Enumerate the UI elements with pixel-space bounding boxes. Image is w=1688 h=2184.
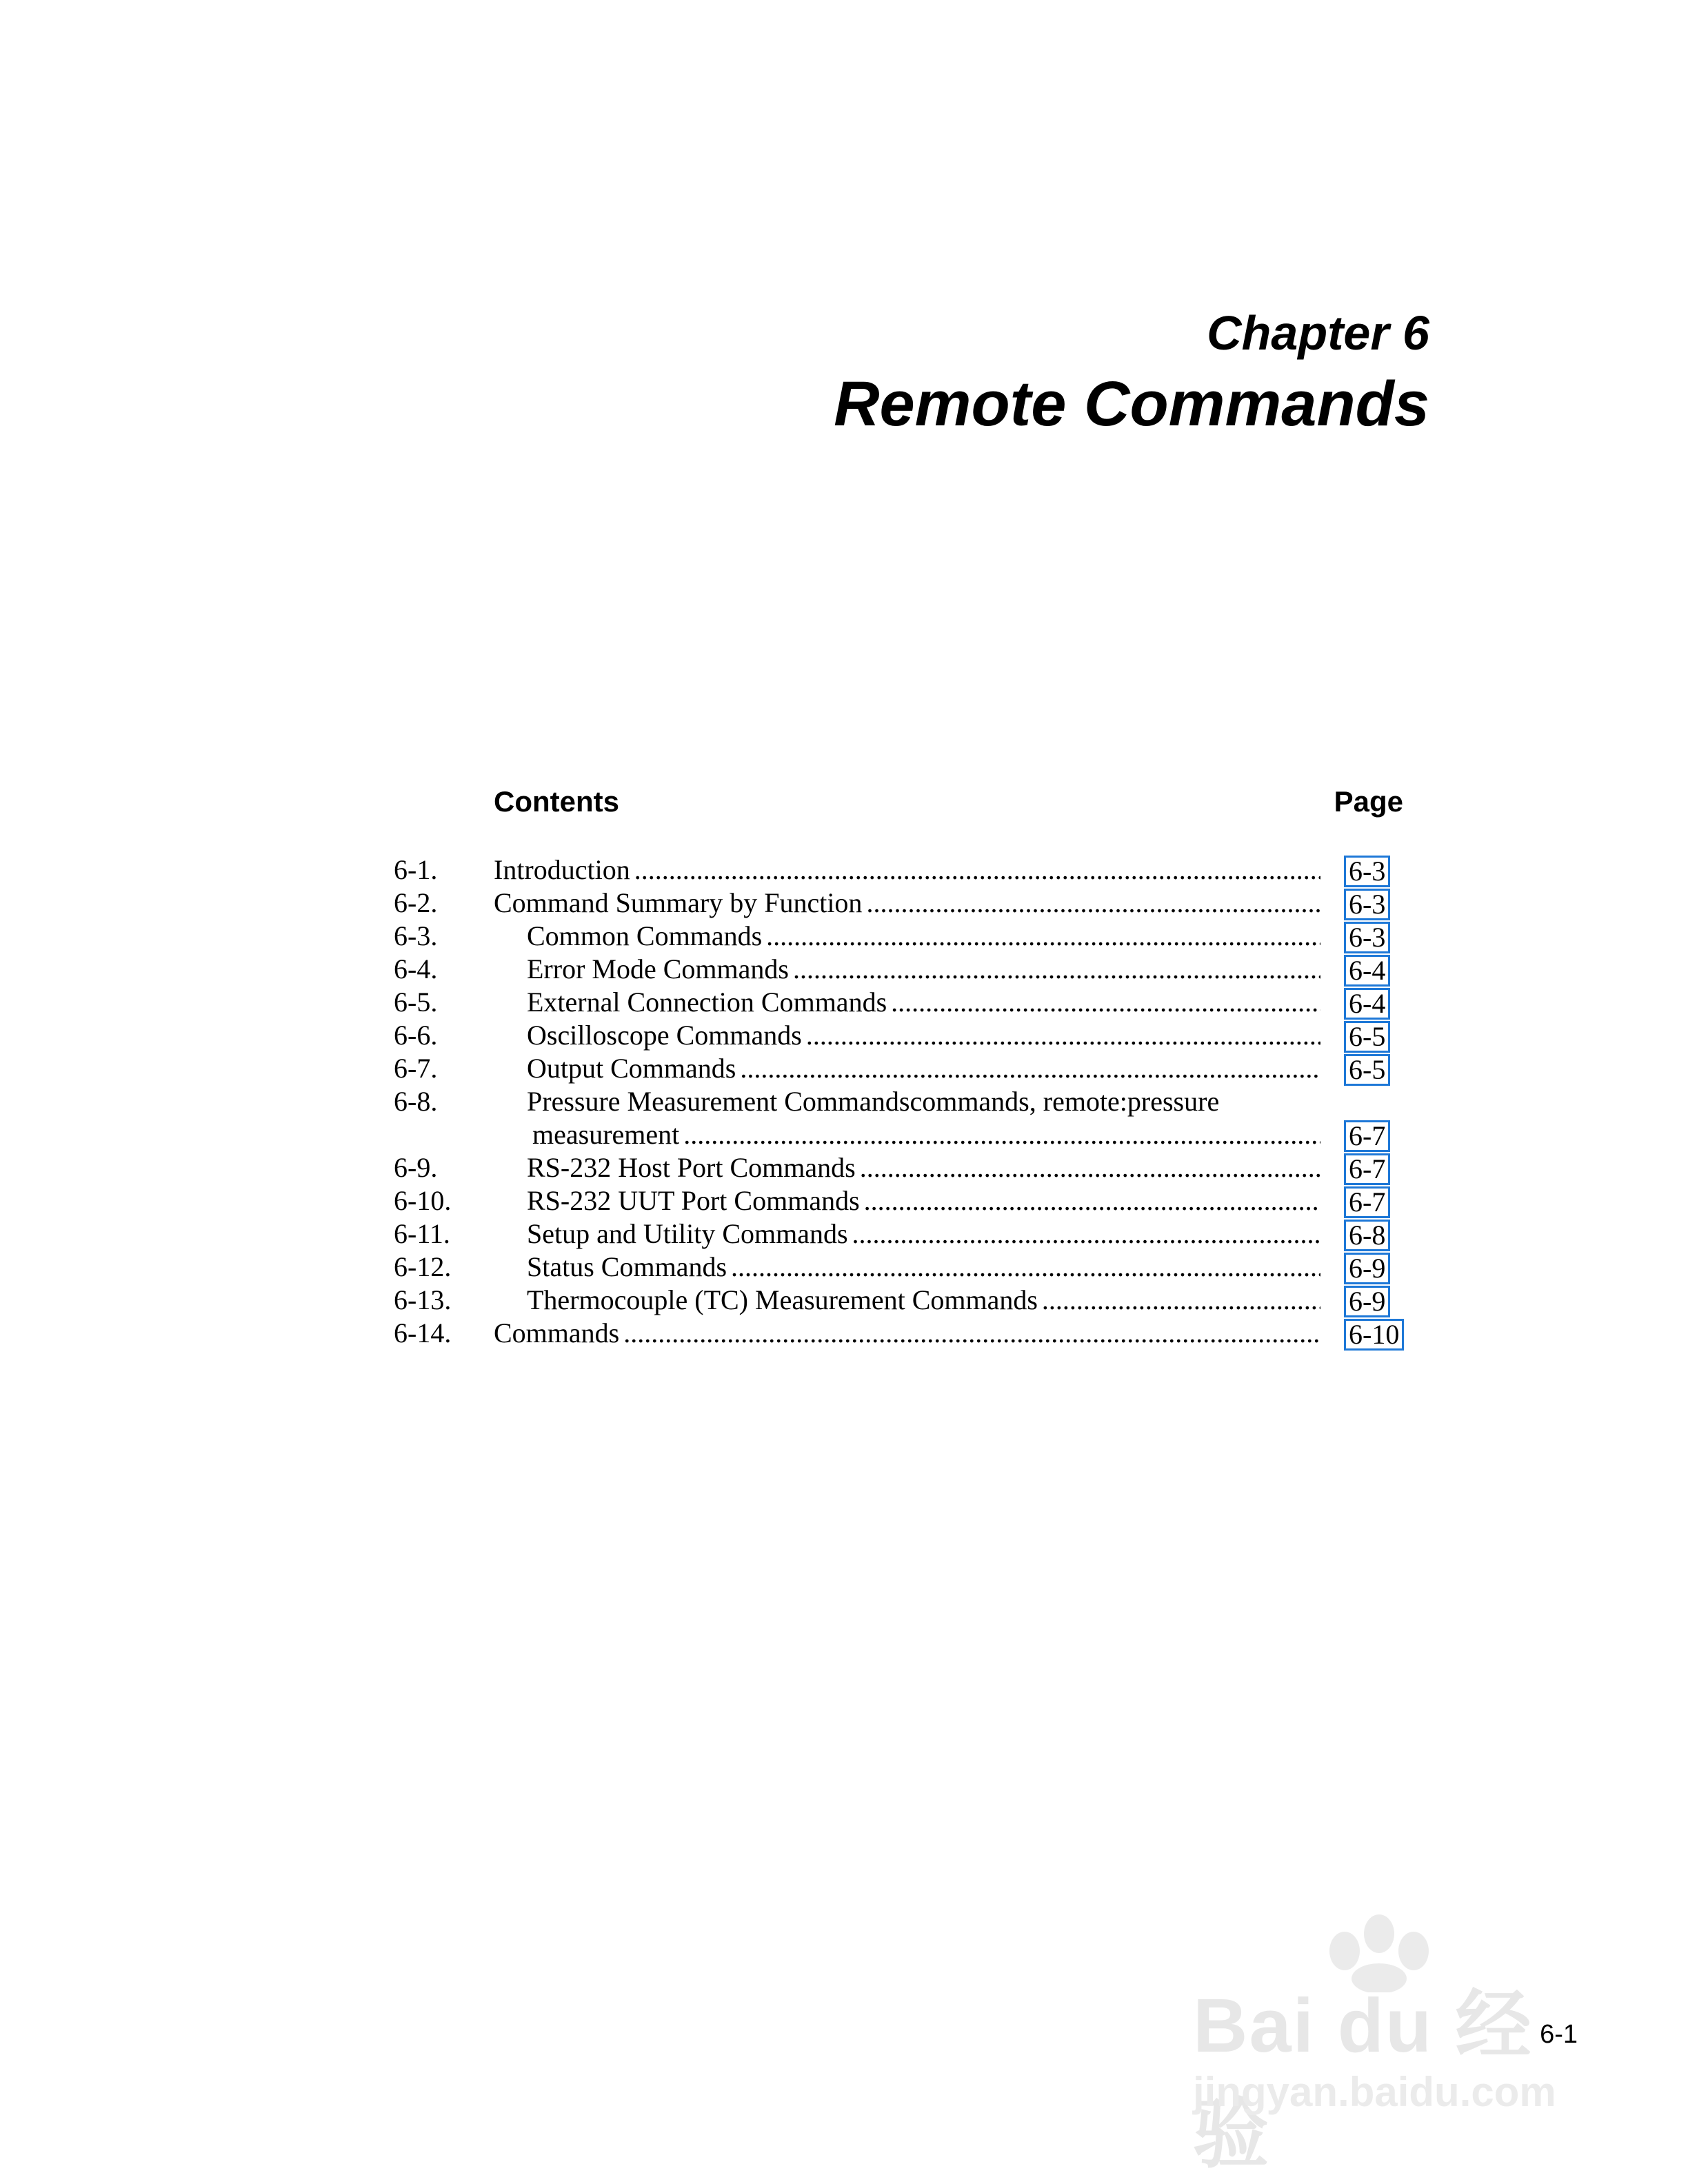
toc-entry[interactable] xyxy=(394,1251,1414,1284)
toc-entry-number: 6-11. xyxy=(394,1218,450,1249)
toc-entry-title: External Connection Commands xyxy=(527,987,887,1018)
toc-entry-number: 6-14. xyxy=(394,1317,452,1348)
toc-entry[interactable] xyxy=(394,887,1414,920)
dot-leader xyxy=(619,1317,1320,1350)
toc-page-link[interactable]: 6-10 xyxy=(1344,1319,1404,1351)
toc-entry[interactable] xyxy=(394,1151,1414,1184)
toc-entry[interactable] xyxy=(394,953,1414,986)
toc-entry-title: Setup and Utility Commands xyxy=(527,1218,848,1249)
toc-entry-title: RS-232 Host Port Commands xyxy=(527,1152,856,1183)
toc-entry-number: 6-3. xyxy=(394,920,438,951)
dot-leader xyxy=(736,1052,1320,1085)
toc-page-link[interactable]: 6-7 xyxy=(1344,1186,1390,1218)
toc-entry-title-continued: measurement xyxy=(532,1119,680,1150)
toc-page-link[interactable]: 6-4 xyxy=(1344,988,1390,1020)
dot-leader xyxy=(860,1184,1320,1217)
toc-entry[interactable] xyxy=(394,1184,1414,1217)
toc-entry-number: 6-10. xyxy=(394,1185,452,1216)
toc-page-link[interactable]: 6-5 xyxy=(1344,1021,1390,1053)
watermark-url: jingyan.baidu.com xyxy=(1193,2069,1556,2115)
dot-leader xyxy=(802,1019,1320,1052)
toc-entry[interactable] xyxy=(394,1052,1414,1085)
toc-entry-title: RS-232 UUT Port Commands xyxy=(527,1185,860,1216)
dot-leader xyxy=(1038,1284,1320,1317)
toc-entry-number: 6-6. xyxy=(394,1020,438,1051)
table-of-contents xyxy=(394,853,1414,1350)
toc-entry-title: Oscilloscope Commands xyxy=(527,1020,802,1051)
toc-page-link[interactable]: 6-7 xyxy=(1344,1153,1390,1185)
contents-heading: Contents xyxy=(494,785,619,818)
toc-page-link[interactable]: 6-3 xyxy=(1344,922,1390,953)
toc-entry-title: Commands xyxy=(494,1317,620,1348)
toc-entry-number: 6-4. xyxy=(394,953,438,984)
chapter-label: Chapter 6 xyxy=(1207,306,1429,360)
toc-entry-title: Command Summary by Function xyxy=(494,887,863,918)
toc-entry-title: Introduction xyxy=(494,854,630,885)
chapter-title: Remote Commands xyxy=(834,369,1429,439)
toc-page-link[interactable]: 6-3 xyxy=(1344,889,1390,920)
toc-entry-number: 6-8. xyxy=(394,1086,438,1117)
toc-page-link[interactable]: 6-7 xyxy=(1344,1120,1390,1152)
toc-entry-number: 6-12. xyxy=(394,1251,452,1282)
dot-leader xyxy=(630,853,1320,887)
dot-leader xyxy=(679,1118,1320,1151)
toc-entry-number: 6-9. xyxy=(394,1152,438,1183)
dot-leader xyxy=(862,887,1320,920)
toc-page-link[interactable]: 6-3 xyxy=(1344,856,1390,887)
toc-entry-title: Status Commands xyxy=(527,1251,727,1282)
toc-entry-number: 6-2. xyxy=(394,887,438,918)
toc-page-link[interactable]: 6-9 xyxy=(1344,1253,1390,1284)
toc-entry-number: 6-7. xyxy=(394,1053,438,1084)
toc-entry-title: Pressure Measurement Commandscommands, remote:pressure xyxy=(527,1086,1220,1117)
toc-entry-number: 6-1. xyxy=(394,854,438,885)
toc-entry-title: Thermocouple (TC) Measurement Commands xyxy=(527,1284,1038,1315)
toc-entry[interactable] xyxy=(394,1217,1414,1251)
dot-leader xyxy=(762,920,1320,953)
dot-leader xyxy=(789,953,1320,986)
toc-entry[interactable] xyxy=(394,1085,1414,1118)
toc-page-link[interactable]: 6-9 xyxy=(1344,1286,1390,1317)
toc-entry-continuation[interactable] xyxy=(394,1118,1414,1151)
toc-page-link[interactable]: 6-8 xyxy=(1344,1220,1390,1251)
toc-entry[interactable] xyxy=(394,986,1414,1019)
dot-leader xyxy=(848,1217,1320,1251)
toc-page-link[interactable]: 6-5 xyxy=(1344,1054,1390,1086)
toc-entry[interactable] xyxy=(394,1284,1414,1317)
toc-entry-title: Error Mode Commands xyxy=(527,953,789,984)
baidu-watermark xyxy=(1186,1910,1572,2177)
toc-entry[interactable] xyxy=(394,1317,1414,1350)
toc-entry-number: 6-13. xyxy=(394,1284,452,1315)
page-heading: Page xyxy=(1334,785,1403,818)
toc-page-link[interactable]: 6-4 xyxy=(1344,955,1390,987)
toc-entry-title: Common Commands xyxy=(527,920,763,951)
toc-entry-title: Output Commands xyxy=(527,1053,736,1084)
toc-entry[interactable] xyxy=(394,853,1414,887)
dot-leader xyxy=(856,1151,1320,1184)
watermark-logo: Bai du 经验 xyxy=(1193,1983,1533,2177)
dot-leader xyxy=(727,1251,1320,1284)
dot-leader xyxy=(887,986,1320,1019)
page-number: 6-1 xyxy=(1540,2020,1578,2049)
toc-entry[interactable] xyxy=(394,1019,1414,1052)
toc-entry-number: 6-5. xyxy=(394,987,438,1018)
toc-entry[interactable] xyxy=(394,920,1414,953)
